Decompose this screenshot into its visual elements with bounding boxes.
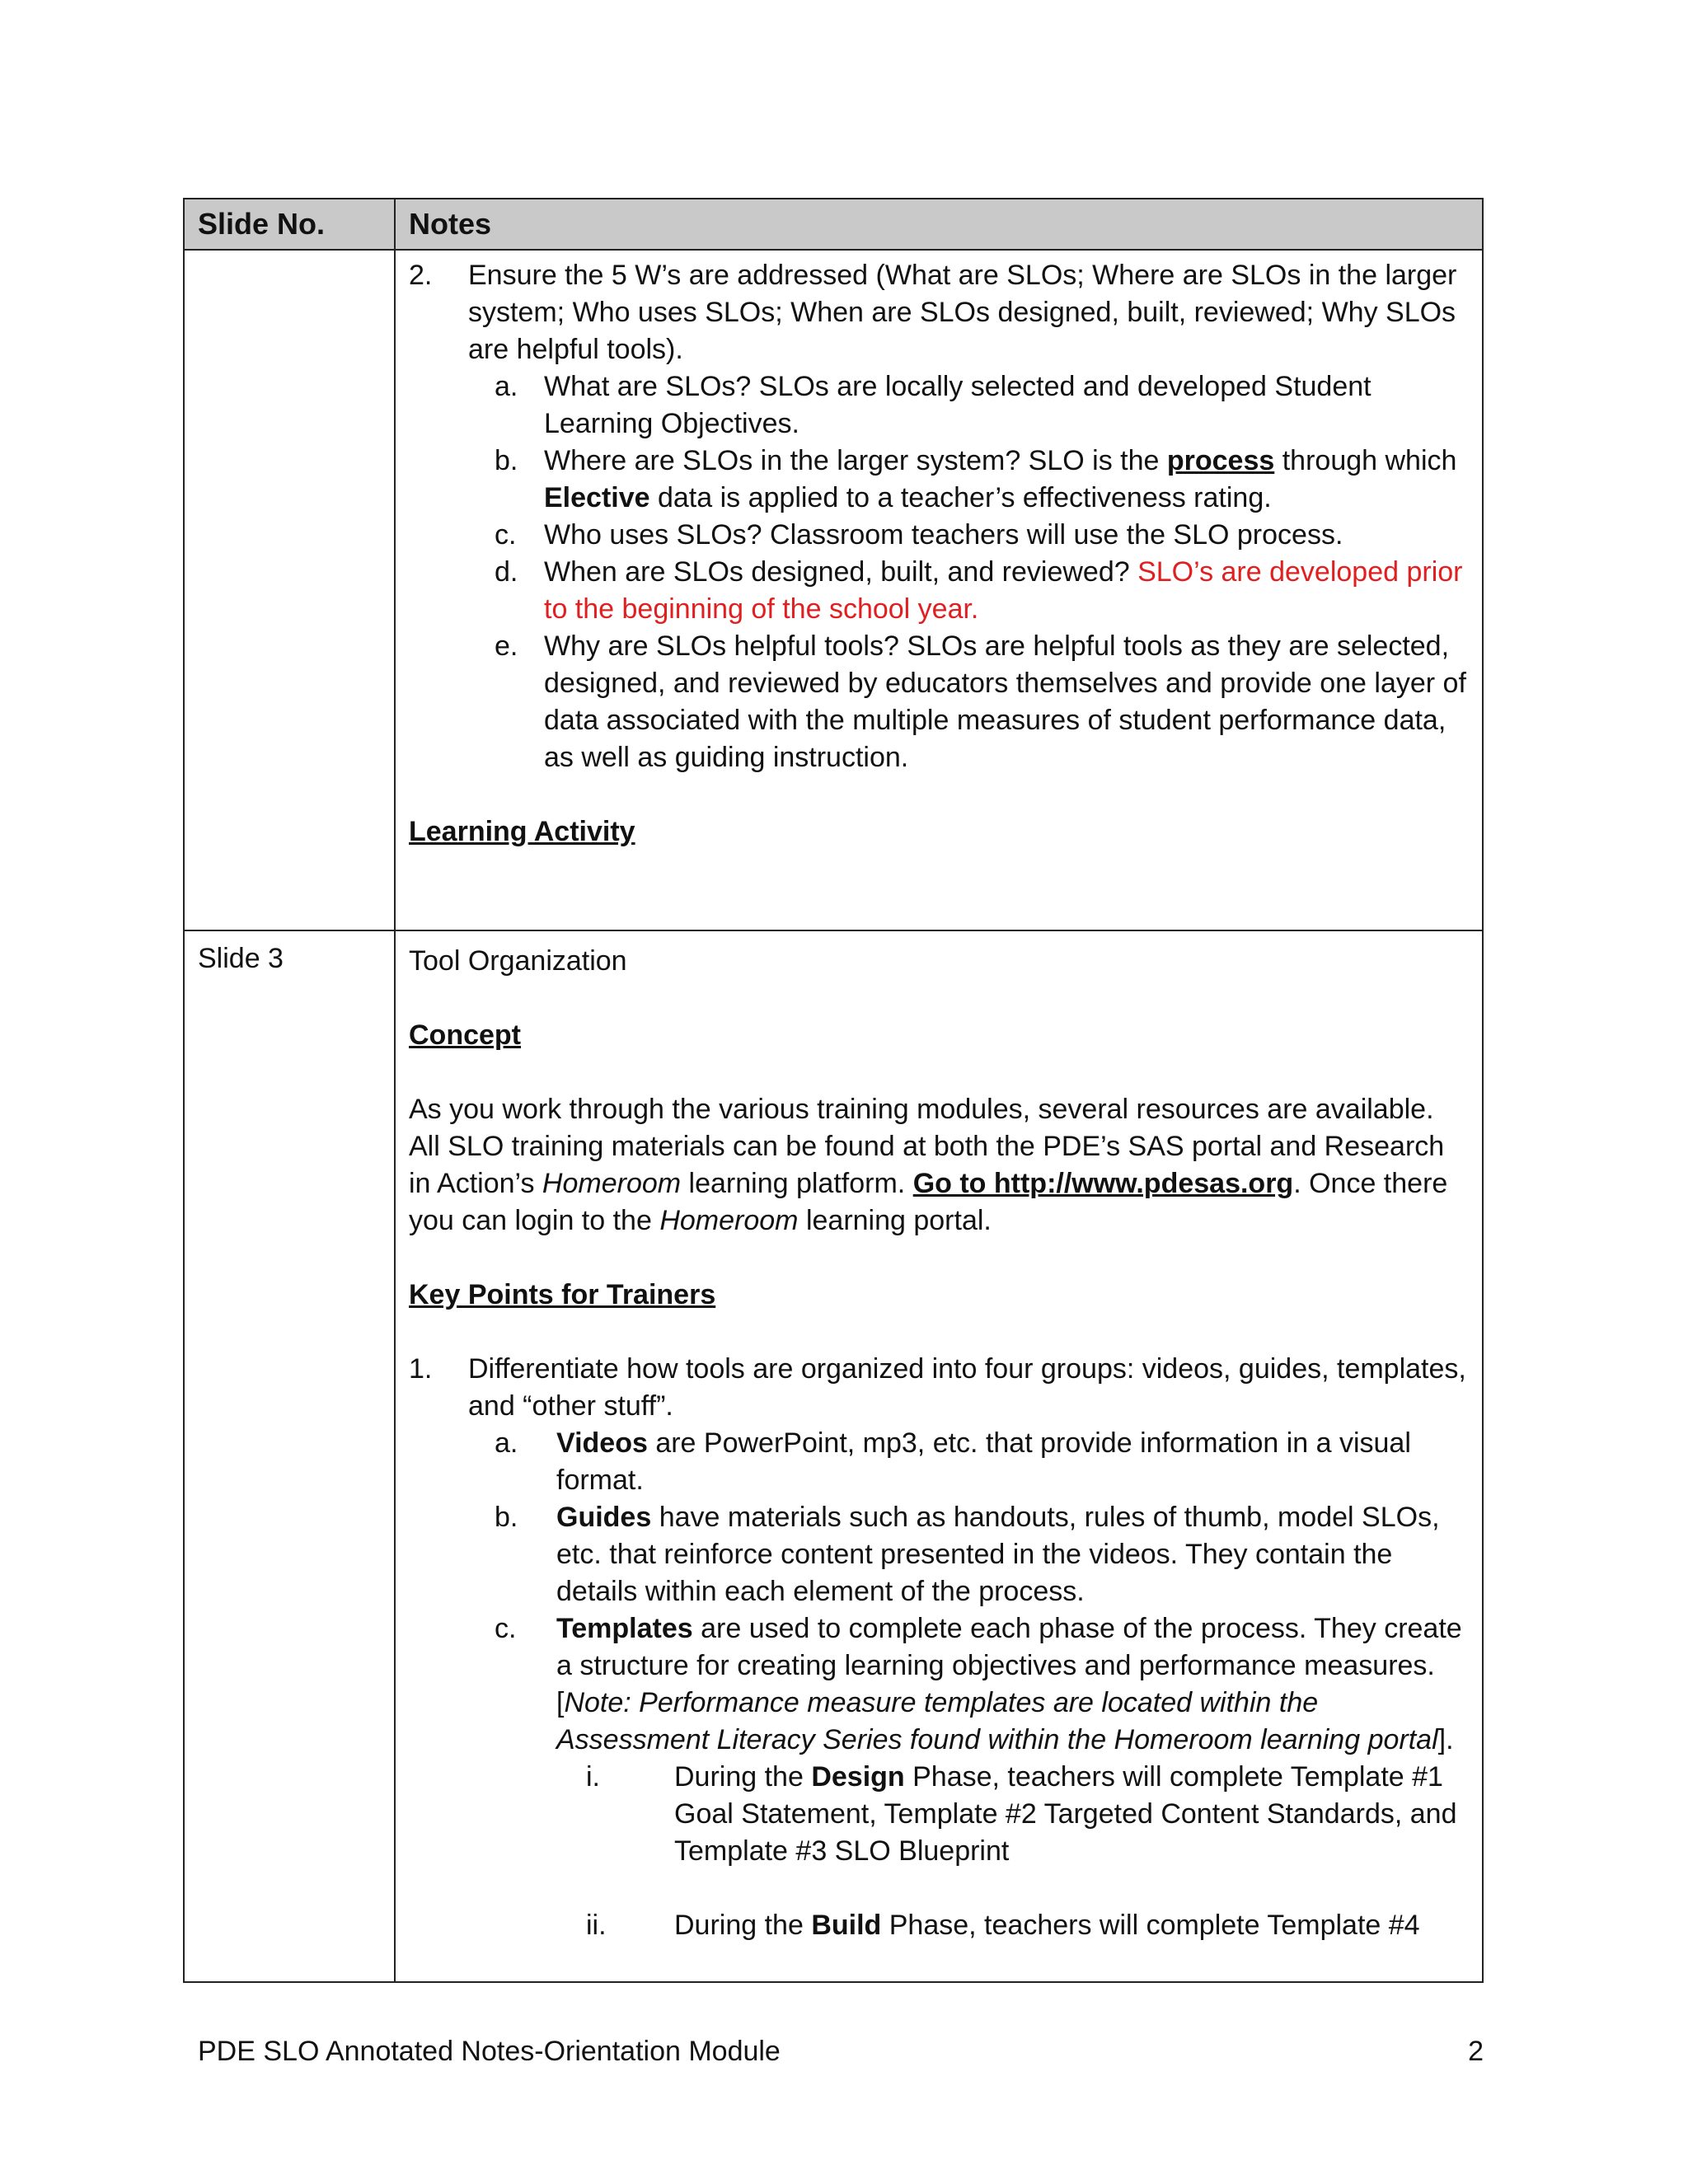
list-text: Where are SLOs in the larger system? SLO is the process through which Elective data is applied to a teacher’s effectiveness rating. — [544, 445, 1457, 513]
list-marker: i. — [586, 1761, 600, 1793]
list-item-ii — [409, 1907, 1469, 1944]
list-item-i — [409, 1759, 1469, 1870]
list-item-c — [409, 517, 1469, 554]
list-text: Templates are used to complete each phase of the process. They create a structure for creating learning objectives and performance measures. [Note: Performance measure templates are located within the Assessment Literacy Series found within the Homeroom learning portal]. — [556, 1613, 1462, 1755]
list-text: When are SLOs designed, built, and reviewed? SLO’s are developed prior to the beginning of the school year. — [544, 556, 1463, 625]
process-term: process — [1166, 445, 1275, 476]
list-item-a — [409, 1425, 1469, 1499]
slide-title: Tool Organization — [409, 945, 627, 977]
list-item-d — [409, 554, 1469, 628]
list-marker: 2. — [409, 260, 433, 291]
list-marker: a. — [495, 371, 518, 402]
concept-heading: Concept — [409, 1019, 521, 1051]
list-item-b — [409, 443, 1469, 517]
list-text: Why are SLOs helpful tools? SLOs are helpful tools as they are selected, designed, and reviewed by educators themselves and provide one layer of data associated with the multiple measures of student performance data, as well as guiding instruction. — [544, 630, 1466, 773]
list-item-e — [409, 628, 1469, 776]
list-marker: d. — [495, 556, 518, 588]
list-marker: b. — [495, 1502, 518, 1533]
list-marker: c. — [495, 1613, 517, 1644]
list-text: During the Design Phase, teachers will complete Template #1 Goal Statement, Template #2 Targeted Content Standards, and Template #3 SLO Blueprint — [674, 1761, 1457, 1867]
learning-activity-heading: Learning Activity — [409, 816, 635, 847]
list-item-b — [409, 1499, 1469, 1610]
list-text: Who uses SLOs? Classroom teachers will use the SLO process. — [544, 519, 1343, 551]
slide-cell — [184, 250, 395, 930]
list-marker: 1. — [409, 1353, 433, 1385]
list-text: During the Build Phase, teachers will complete Template #4 — [674, 1910, 1420, 1941]
slide-cell: Slide 3 — [184, 930, 395, 1982]
key-points-heading: Key Points for Trainers — [409, 1279, 716, 1310]
list-marker: a. — [495, 1427, 518, 1459]
footer-title: PDE SLO Annotated Notes-Orientation Module — [198, 2036, 781, 2067]
header-slide-no: Slide No. — [184, 199, 395, 250]
list-text: Ensure the 5 W’s are addressed (What are SLOs; Where are SLOs in the larger system; Who uses SLOs; When are SLOs designed, built, reviewed; Why SLOs are helpful tools). — [468, 260, 1457, 365]
page-number: 2 — [1468, 2036, 1484, 2067]
list-text: Differentiate how tools are organized into four groups: videos, guides, templates, and “other stuff”. — [468, 1353, 1466, 1422]
list-item-a — [409, 368, 1469, 443]
table-row — [184, 930, 1483, 1982]
table-row — [184, 250, 1483, 930]
elective-term: Elective — [544, 482, 650, 513]
notes-cell — [395, 250, 1483, 930]
list-marker: ii. — [586, 1910, 607, 1941]
list-marker: b. — [495, 445, 518, 476]
list-marker: c. — [495, 519, 517, 551]
red-annotation: SLO’s are developed prior to the beginning of the school year. — [544, 556, 1463, 625]
list-text: Videos are PowerPoint, mp3, etc. that provide information in a visual format. — [556, 1427, 1411, 1496]
notes-cell — [395, 930, 1483, 1982]
table-header-row — [184, 199, 1483, 250]
notes-table — [183, 198, 1484, 1983]
list-text: What are SLOs? SLOs are locally selected and developed Student Learning Objectives. — [544, 371, 1372, 439]
list-item-c — [409, 1610, 1469, 1759]
pdesas-link[interactable]: Go to http://www.pdesas.org — [912, 1168, 1294, 1199]
list-text: Guides have materials such as handouts, rules of thumb, model SLOs, etc. that reinforce content presented in the videos. They contain the details within each element of the process. — [556, 1502, 1440, 1607]
list-item-1 — [409, 1351, 1469, 1425]
header-notes: Notes — [395, 199, 1483, 250]
list-item-2 — [409, 257, 1469, 368]
concept-paragraph: As you work through the various training modules, several resources are available. All SLO training materials can be found at both the PDE’s SAS portal and Research in Action’s Homeroom learning platform. Go to http://www.pdesas.org. Once there you can login to the Homeroom learning portal. — [409, 1094, 1448, 1236]
list-marker: e. — [495, 630, 518, 662]
